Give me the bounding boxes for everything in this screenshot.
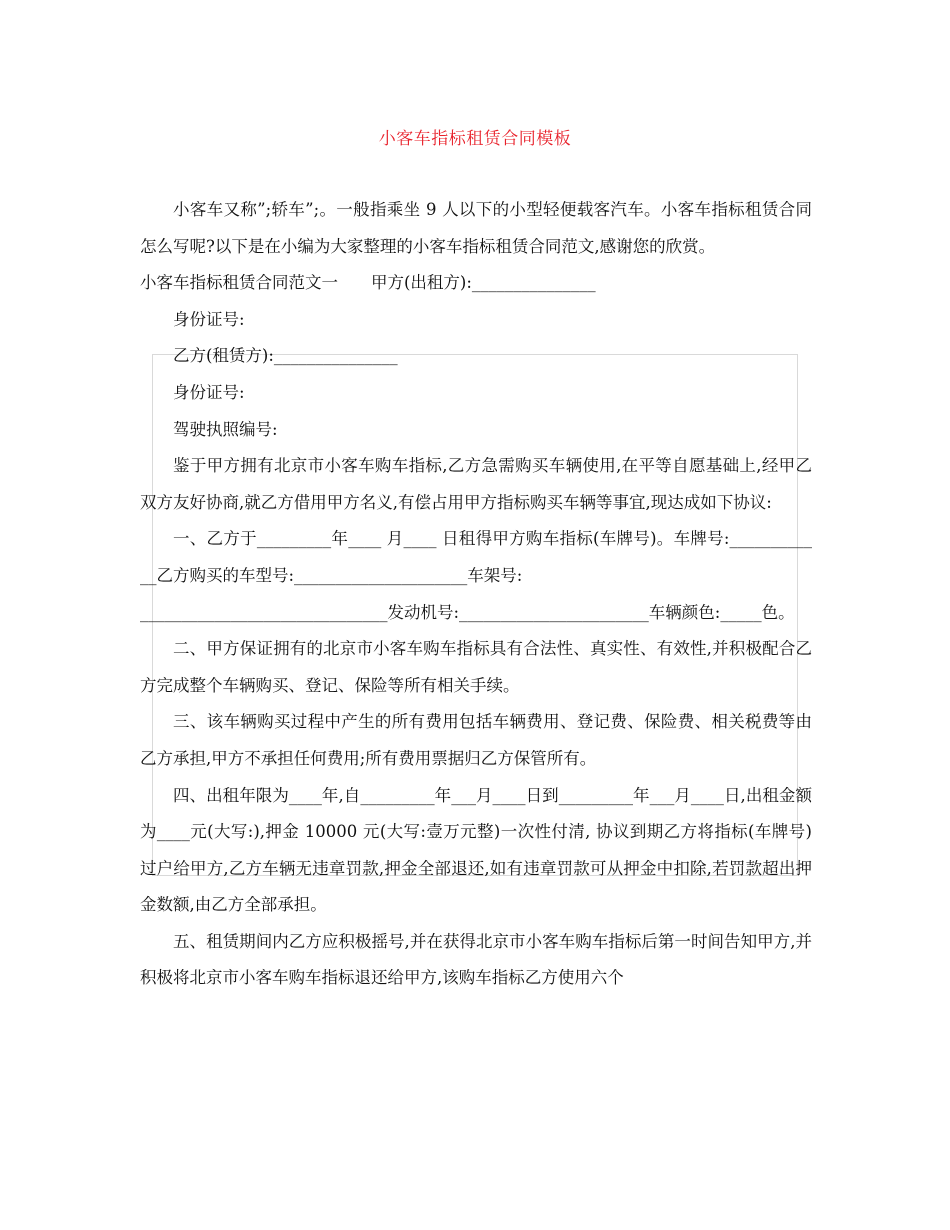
clause-2-paragraph: 二、甲方保证拥有的北京市小客车购车指标具有合法性、真实性、有效性,并积极配合乙方完成整个车辆购买、登记、保险等所有相关手续。 — [140, 639, 812, 695]
document-title: 小客车指标租赁合同模板 — [378, 129, 572, 149]
clause-1-paragraph: 一、乙方于_________年____ 月____ 日租得甲方购车指标(车牌号)。车牌号:____________乙方购买的车型号:_____________________车架号: — [140, 529, 812, 585]
preamble-paragraph: 鉴于甲方拥有北京市小客车购车指标,乙方急需购买车辆使用,在平等自愿基础上,经甲乙双方友好协商,就乙方借用甲方名义,有偿占用甲方指标购买车辆等事宜,现达成如下协议: — [140, 456, 812, 512]
document-body — [140, 192, 812, 997]
clause-4-paragraph: 四、出租年限为____年,自_________年___月____日到_________年___月____日,出租金额为____元(大写:),押金 10000 元(大写:壹万元整)一次性付清, 协议到期乙方将指标(车牌号)过户给甲方,乙方车辆无违章罚款,押金全部退还,如有违章罚款可从押金中扣除,若罚款超出押金数额,由乙方全部承担。 — [140, 785, 812, 915]
clause-5-paragraph: 五、租赁期间内乙方应积极摇号,并在获得北京市小客车购车指标后第一时间告知甲方,并积极将北京市小客车购车指标退还给甲方,该购车指标乙方使用六个 — [140, 931, 812, 988]
clause-3-paragraph: 三、该车辆购买过程中产生的所有费用包括车辆费用、登记费、保险费、相关税费等由乙方承担,甲方不承担任何费用;所有费用票据归乙方保管所有。 — [140, 712, 812, 768]
party-a-line: 甲方(出租方):_______________ — [371, 273, 596, 293]
id-a-line: 身份证号: — [173, 309, 245, 329]
sample-heading: 小客车指标租赁合同范文一 — [140, 273, 338, 293]
clause-1-continuation: ______________________________发动机号:_______________________车辆颜色:_____色。 — [140, 602, 795, 622]
sample-heading-line — [140, 265, 812, 302]
id-b-line: 身份证号: — [173, 382, 245, 402]
party-b-line: 乙方(租赁方):_______________ — [173, 346, 398, 366]
intro-paragraph: 小客车又称”;轿车”;。一般指乘坐 9 人以下的小型轻便载客汽车。小客车指标租赁合同怎么写呢?以下是在小编为大家整理的小客车指标租赁合同范文,感谢您的欣赏。 — [140, 200, 812, 256]
license-line: 驾驶执照编号: — [173, 419, 278, 439]
